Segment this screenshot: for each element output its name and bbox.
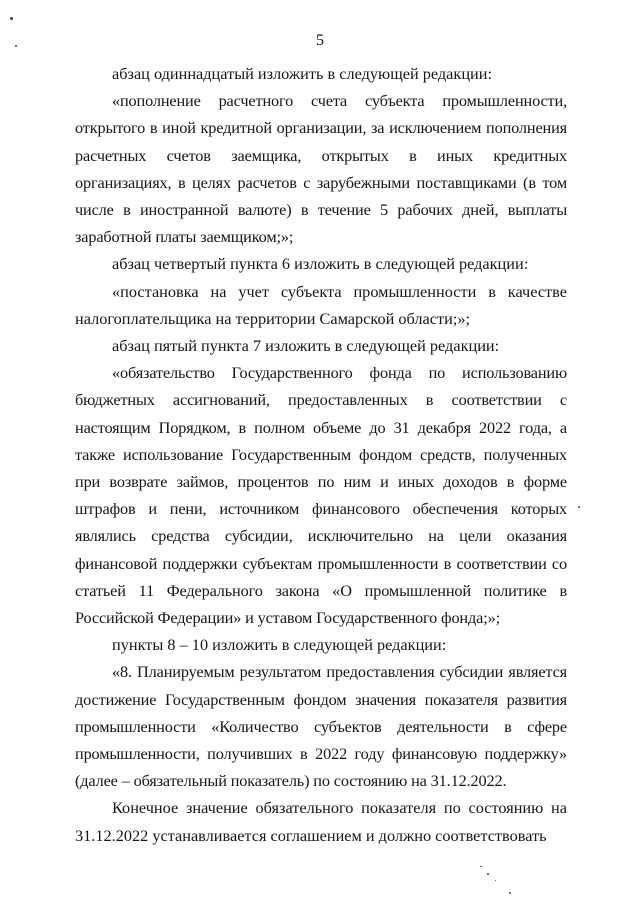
document-body [75,60,567,849]
paragraph-quote-1: «пополнение расчетного счета субъекта промышленности, открытого в иной кредитной организации, за исключением пополнения расчетных счетов заемщика, открытых в иных кредитных организациях, в целях расчетов с зарубежными поставщиками (в том числе в иностранной валюте) в течение 5 рабочих дней, выплаты заработной платы заемщиком;»; [75,91,567,247]
scan-speck [495,880,496,881]
page-number: 5 [316,32,324,49]
paragraph-body-5: Конечное значение обязательного показателя по состоянию на 31.12.2022 устанавливается соглашением и должно соответствовать [75,798,567,845]
paragraph-quote-4: «8. Планируемым результатом предоставления субсидии является достижение Государственным фондом значения показателя развития промышленности «Количество субъектов деятельности в сфере промышленности, получивших в 2022 году финансовую поддержку» (далее – обязательный показатель) по состоянию на 31.12.2022. [75,662,567,791]
paragraph-quote-3: «обязательство Государственного фонда по использованию бюджетных ассигнований, предоставленных в соответствии с настоящим Порядком, в полном объеме до 31 декабря 2022 года, а также использование Государственным фондом средств, полученных при возврате займов, процентов по ним и иных доходов в форме штрафов и пени, источником финансового обеспечения которых являлись средства субсидии, исключительно на цели оказания финансовой поддержки субъектам промышленности в соответствии со статьей 11 Федерального закона «О промышленной политике в Российской Федерации» и уставом Государственного фонда;»; [75,363,567,628]
paragraph-instruction-4: пункты 8 – 10 изложить в следующей редакции: [112,635,447,655]
paragraph-instruction-2: абзац четвертый пункта 6 изложить в следующей редакции: [112,254,529,274]
scan-speck [10,17,13,20]
scan-speck [15,45,17,47]
paragraph-instruction-3: абзац пятый пункта 7 изложить в следующей редакции: [112,336,500,356]
scan-speck [578,506,580,508]
scan-speck [509,892,511,894]
scan-speck [480,866,482,867]
scan-speck [487,873,489,875]
paragraph-quote-2: «постановка на учет субъекта промышленности в качестве налогоплательщика на территории Самарской области;»; [75,281,567,328]
paragraph-instruction-1: абзац одиннадцатый изложить в следующей редакции: [112,64,492,83]
